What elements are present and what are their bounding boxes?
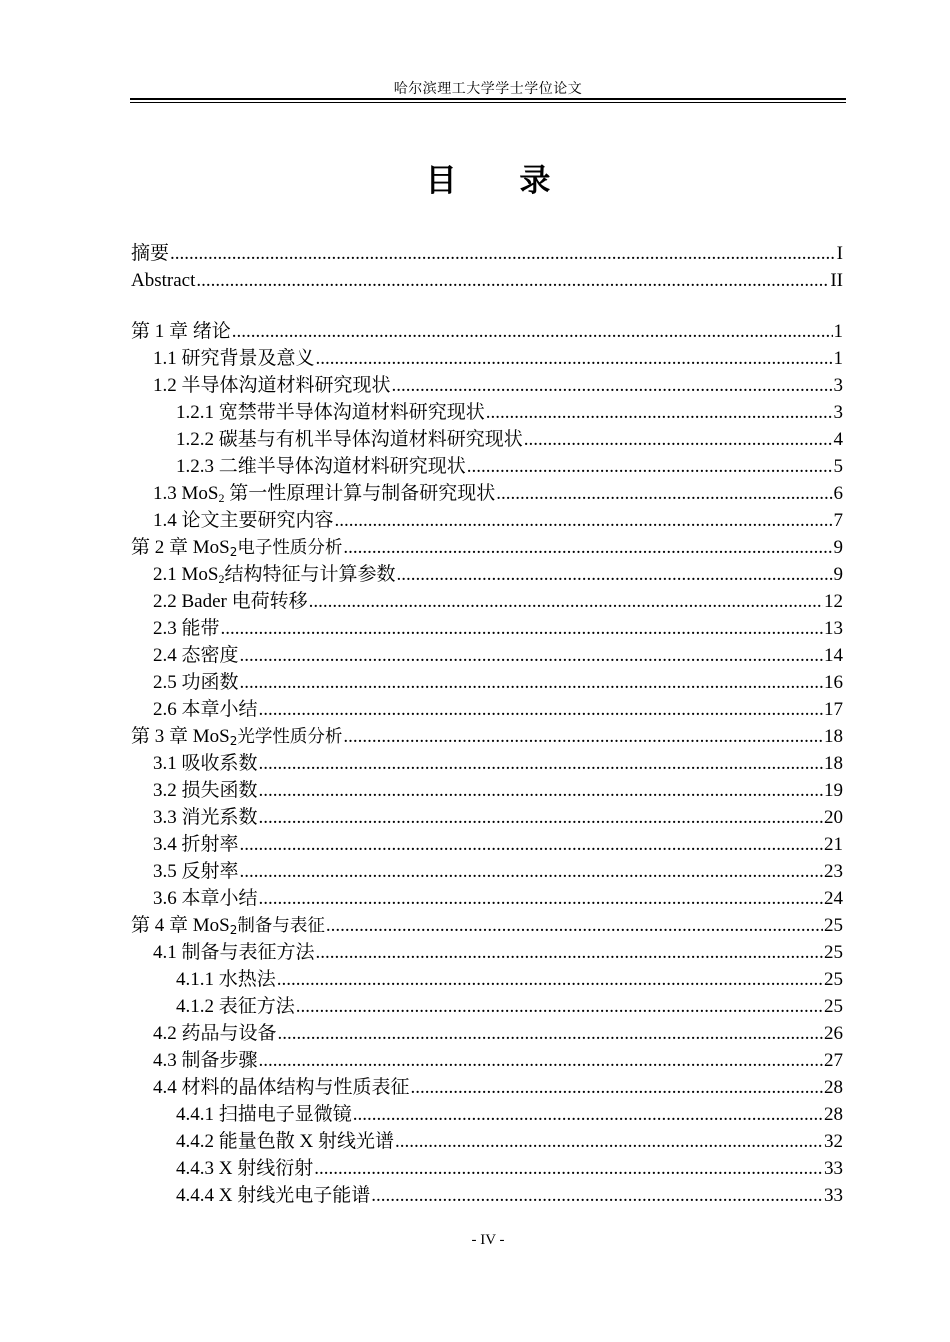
- toc-entry-title: Abstract: [131, 270, 196, 291]
- toc-entry-title: 4.4.3 X 射线衍射: [176, 1158, 314, 1179]
- toc-entry-page: 7: [833, 510, 843, 531]
- toc-entry-title: 2.4 态密度: [153, 645, 239, 666]
- dot-leader: [309, 588, 823, 615]
- dot-leader: [467, 453, 833, 480]
- toc-entry[interactable]: [131, 588, 843, 615]
- dot-leader: [240, 642, 823, 669]
- toc-entry-title-suffix: 电子性质分析: [237, 538, 343, 558]
- page-number: - IV -: [471, 1232, 505, 1248]
- toc-entry[interactable]: [131, 1182, 843, 1209]
- toc-entry-page: 13: [824, 618, 843, 639]
- toc-entry-title: [153, 480, 495, 507]
- page-title: 目 录: [425, 163, 577, 199]
- dot-leader: [316, 345, 833, 372]
- subscript: 2: [229, 734, 238, 748]
- dot-leader: [524, 426, 833, 453]
- toc-entry[interactable]: [131, 399, 843, 426]
- toc-entry-title-prefix: 第 3 章 MoS: [131, 726, 230, 747]
- toc-entry-title: 1.2.2 碳基与有机半导体沟道材料研究现状: [176, 429, 523, 450]
- dot-leader: [259, 885, 823, 912]
- toc-entry-page: 5: [833, 456, 843, 477]
- toc-entry-title: [131, 723, 342, 751]
- toc-entry-title: 4.1.2 表征方法: [176, 996, 295, 1017]
- toc-entry[interactable]: [131, 318, 843, 345]
- toc-entry[interactable]: [131, 561, 843, 588]
- toc-entry[interactable]: [131, 993, 843, 1020]
- toc-entry-title-prefix: 1.3 MoS: [153, 483, 219, 504]
- toc-entry-page: 20: [824, 807, 843, 828]
- subscript: 2: [218, 491, 225, 505]
- toc-entry-title-prefix: 2.1 MoS: [153, 564, 219, 585]
- toc-entry-title: 2.3 能带: [153, 618, 220, 639]
- toc-entry-title: 3.2 损失函数: [153, 780, 258, 801]
- toc-entry-title: 4.4.2 能量色散 X 射线光谱: [176, 1131, 394, 1152]
- dot-leader: [411, 1074, 823, 1101]
- toc-entry[interactable]: [131, 966, 843, 993]
- toc-entry-page: 9: [833, 537, 843, 558]
- toc-entry[interactable]: [131, 804, 843, 831]
- dot-leader: [316, 939, 823, 966]
- running-header: 哈尔滨理工大学学士学位论文: [393, 82, 583, 97]
- toc-entry-page: 26: [824, 1023, 843, 1044]
- toc-entry-page: 12: [824, 591, 843, 612]
- toc-entry-page: 25: [824, 942, 843, 963]
- dot-leader: [170, 240, 836, 267]
- toc-entry-page: 25: [824, 969, 843, 990]
- toc-entry[interactable]: [131, 642, 843, 669]
- dot-leader: [232, 318, 833, 345]
- toc-entry-title: 3.4 折射率: [153, 834, 239, 855]
- toc-entry[interactable]: [131, 372, 843, 399]
- toc-entry[interactable]: [131, 507, 843, 534]
- dot-leader: [343, 534, 832, 561]
- subscript: 2: [229, 545, 238, 559]
- toc-entry-title: 4.4.4 X 射线光电子能谱: [176, 1185, 371, 1206]
- toc-entry[interactable]: [131, 267, 843, 294]
- dot-leader: [496, 480, 832, 507]
- toc-entry[interactable]: [131, 615, 843, 642]
- toc-entry[interactable]: [131, 1020, 843, 1047]
- toc-entry-page: 28: [824, 1104, 843, 1125]
- dot-leader: [278, 1020, 823, 1047]
- toc-entry-title: [131, 912, 325, 940]
- dot-leader: [259, 750, 823, 777]
- toc-entry-page: 32: [824, 1131, 843, 1152]
- toc-entry[interactable]: [131, 1074, 843, 1101]
- toc-entry-title: 1.4 论文主要研究内容: [153, 510, 334, 531]
- dot-leader: [277, 966, 823, 993]
- dot-leader: [240, 831, 823, 858]
- toc-entry-title-suffix: 制备与表征: [237, 916, 325, 936]
- toc-entry-title: [131, 534, 342, 562]
- toc-entry-title: 1.2.3 二维半导体沟道材料研究现状: [176, 456, 466, 477]
- toc-entry-page: 28: [824, 1077, 843, 1098]
- toc-entry-title: 3.1 吸收系数: [153, 753, 258, 774]
- toc-entry[interactable]: [131, 723, 843, 750]
- toc-entry-title: 2.5 功函数: [153, 672, 239, 693]
- dot-leader: [221, 615, 823, 642]
- toc-entry-title: 1.2.1 宽禁带半导体沟道材料研究现状: [176, 402, 485, 423]
- toc-entry-title: 3.6 本章小结: [153, 888, 258, 909]
- toc-entry[interactable]: [131, 858, 843, 885]
- dot-leader: [392, 372, 833, 399]
- dot-leader: [259, 1047, 823, 1074]
- toc-entry-title: 1.1 研究背景及意义: [153, 348, 315, 369]
- toc-entry-title-suffix: 光学性质分析: [237, 727, 343, 747]
- toc-entry-page: II: [830, 270, 843, 291]
- toc-entry[interactable]: [131, 480, 843, 507]
- toc-entry-page: 17: [824, 699, 843, 720]
- dot-leader: [296, 993, 823, 1020]
- toc-entry-page: 1: [833, 321, 843, 342]
- dot-leader: [259, 777, 823, 804]
- toc-entry[interactable]: [131, 939, 843, 966]
- toc-entry-title: 摘要: [131, 243, 170, 264]
- toc-entry-title: 4.4 材料的晶体结构与性质表征: [153, 1077, 410, 1098]
- table-of-contents: [131, 240, 843, 1209]
- toc-entry[interactable]: [131, 885, 843, 912]
- toc-entry[interactable]: [131, 1155, 843, 1182]
- toc-entry-page: 1: [833, 348, 843, 369]
- toc-entry-title: 4.1 制备与表征方法: [153, 942, 315, 963]
- toc-entry-page: 19: [824, 780, 843, 801]
- toc-entry-page: 21: [824, 834, 843, 855]
- toc-entry-page: 18: [824, 753, 843, 774]
- toc-entry[interactable]: [131, 1047, 843, 1074]
- toc-entry[interactable]: [131, 345, 843, 372]
- toc-entry-title: 2.2 Bader 电荷转移: [153, 591, 308, 612]
- dot-leader: [326, 912, 823, 939]
- dot-leader: [259, 696, 823, 723]
- dot-leader: [259, 804, 823, 831]
- toc-entry-title: 3.3 消光系数: [153, 807, 258, 828]
- toc-entry-title-suffix: 结构特征与计算参数: [224, 564, 396, 585]
- toc-entry-title-prefix: 第 4 章 MoS: [131, 915, 230, 936]
- dot-leader: [335, 507, 833, 534]
- dot-leader: [240, 858, 823, 885]
- dot-leader: [395, 1128, 823, 1155]
- toc-entry-page: 9: [833, 564, 843, 585]
- toc-entry-page: 3: [833, 375, 843, 396]
- toc-entry-page: 16: [824, 672, 843, 693]
- toc-entry-page: 14: [824, 645, 843, 666]
- toc-entry[interactable]: [131, 669, 843, 696]
- toc-entry-title-suffix: 第一性原理计算与制备研究现状: [224, 483, 496, 504]
- toc-entry-title: 1.2 半导体沟道材料研究现状: [153, 375, 391, 396]
- toc-entry[interactable]: [131, 750, 843, 777]
- toc-entry-title: 2.6 本章小结: [153, 699, 258, 720]
- toc-entry-page: 24: [824, 888, 843, 909]
- dot-leader: [343, 723, 823, 750]
- toc-entry[interactable]: [131, 426, 843, 453]
- toc-entry[interactable]: [131, 777, 843, 804]
- toc-entry-page: 33: [824, 1185, 843, 1206]
- toc-entry[interactable]: [131, 831, 843, 858]
- dot-leader: [196, 267, 829, 294]
- subscript: 2: [229, 923, 238, 937]
- toc-entry[interactable]: [131, 912, 843, 939]
- toc-entry-title: 第 1 章 绪论: [131, 321, 231, 342]
- toc-entry-title: 4.4.1 扫描电子显微镜: [176, 1104, 352, 1125]
- dot-leader: [486, 399, 833, 426]
- toc-entry-page: 25: [824, 996, 843, 1017]
- toc-entry-page: 33: [824, 1158, 843, 1179]
- toc-entry[interactable]: [131, 240, 843, 267]
- toc-entry-title: 4.3 制备步骤: [153, 1050, 258, 1071]
- header-rule-thick: [130, 98, 846, 100]
- header-rule-thin: [130, 102, 846, 103]
- dot-leader: [314, 1155, 823, 1182]
- toc-entry-page: I: [836, 243, 843, 264]
- toc-entry-title-prefix: 第 2 章 MoS: [131, 537, 230, 558]
- toc-entry[interactable]: [131, 453, 843, 480]
- toc-entry-title: [153, 561, 395, 588]
- toc-entry-page: 18: [824, 726, 843, 747]
- dot-leader: [240, 669, 823, 696]
- toc-entry[interactable]: [131, 696, 843, 723]
- toc-entry-page: 4: [833, 429, 843, 450]
- toc-entry-page: 23: [824, 861, 843, 882]
- toc-entry[interactable]: [131, 1101, 843, 1128]
- toc-entry-title: 4.1.1 水热法: [176, 969, 276, 990]
- toc-entry[interactable]: [131, 534, 843, 561]
- toc-entry-page: 3: [833, 402, 843, 423]
- subscript: 2: [218, 572, 225, 586]
- toc-entry-page: 27: [824, 1050, 843, 1071]
- toc-entry[interactable]: [131, 1128, 843, 1155]
- dot-leader: [396, 561, 832, 588]
- toc-entry-page: 25: [824, 915, 843, 936]
- toc-entry-title: 4.2 药品与设备: [153, 1023, 277, 1044]
- toc-entry-page: 6: [833, 483, 843, 504]
- dot-leader: [371, 1182, 823, 1209]
- toc-entry-title: 3.5 反射率: [153, 861, 239, 882]
- dot-leader: [353, 1101, 823, 1128]
